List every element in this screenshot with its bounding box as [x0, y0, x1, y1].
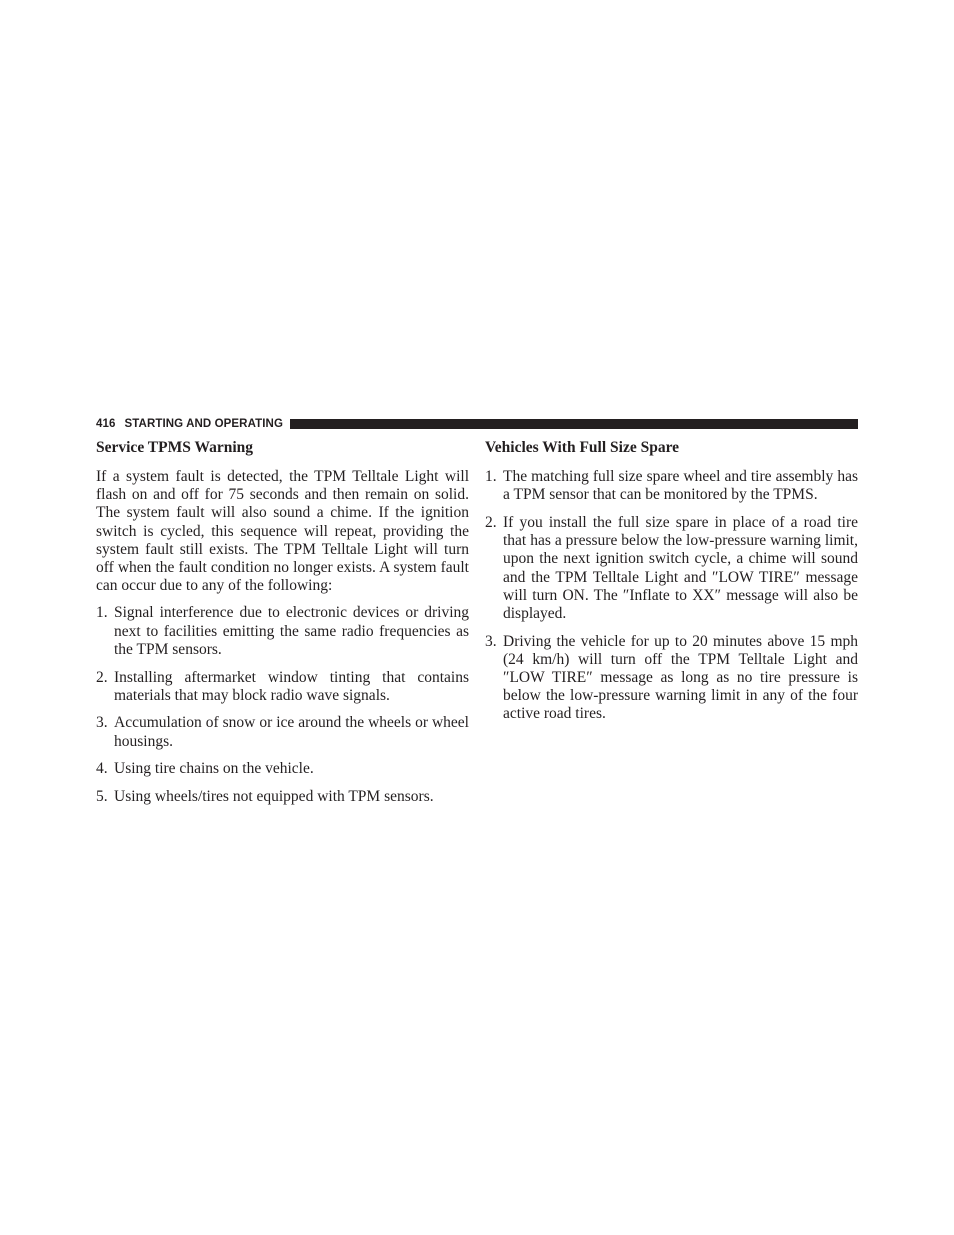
- list-item-text: The matching full size spare wheel and tire assembly has a TPM sensor that can be monitored by the TPMS.: [503, 468, 858, 504]
- list-item: [96, 760, 469, 778]
- list-item-text: Accumulation of snow or ice around the wheels or wheel housings.: [114, 714, 469, 750]
- list-item-text: Driving the vehicle for up to 20 minutes above 15 mph (24 km/h) will turn off the TPM Telltale Light and ″LOW TIRE″ message as long as no tire pressure is below the low-pressure warning limit in any of the four active road tires.: [503, 632, 858, 723]
- list-item: [485, 514, 858, 623]
- list-item-number: 2.: [96, 668, 108, 686]
- header-rule: [290, 419, 858, 429]
- list-item-number: 1.: [485, 468, 497, 485]
- list-item-number: 3.: [485, 632, 497, 650]
- list-item: [485, 633, 858, 724]
- service-tpms-warning-heading: Service TPMS Warning: [96, 439, 254, 456]
- spare-info-list: [485, 468, 858, 724]
- list-item-text: Using tire chains on the vehicle.: [114, 760, 314, 778]
- fault-cause-list: [96, 604, 469, 806]
- list-item-text: Signal interference due to electronic devices or driving next to facilities emitting the same radio frequencies as the TPM sensors.: [114, 604, 469, 658]
- list-item-number: 5.: [96, 788, 108, 806]
- list-item: [96, 669, 469, 705]
- list-item-text: Using wheels/tires not equipped with TPM sensors.: [114, 788, 434, 806]
- running-header: [96, 417, 858, 431]
- list-item: [96, 788, 469, 806]
- list-item-text: If you install the full size spare in place of a road tire that has a pressure below the low-pressure warning limit, upon the next ignition switch cycle, a chime will sound and the TPM Telltale Light and ″LOW TIRE″ message will turn ON. The ″Inflate to XX″ message will also be displayed.: [503, 513, 858, 622]
- list-item-number: 1.: [96, 604, 108, 622]
- right-column: [485, 438, 858, 733]
- page-number: 416: [96, 418, 116, 430]
- section-title: STARTING AND OPERATING: [124, 418, 284, 430]
- list-item: [96, 604, 469, 659]
- list-item-number: 4.: [96, 760, 108, 778]
- full-size-spare-heading: Vehicles With Full Size Spare: [485, 439, 680, 456]
- list-item: [485, 468, 858, 504]
- left-column: [96, 438, 469, 816]
- list-item-text: Installing aftermarket window tinting that contains materials that may block radio wave signals.: [114, 668, 469, 704]
- intro-paragraph: If a system fault is detected, the TPM Telltale Light will flash on and off for 75 seconds and then remain on solid. The system fault will also sound a chime. If the ignition switch is cycled, this sequence will repeat, providing the system fault still exists. The TPM Telltale Light will turn off when the fault condition no longer exists. A system fault can occur due to any of the following:: [96, 468, 469, 595]
- list-item: [96, 714, 469, 750]
- list-item-number: 3.: [96, 714, 108, 732]
- list-item-number: 2.: [485, 513, 497, 531]
